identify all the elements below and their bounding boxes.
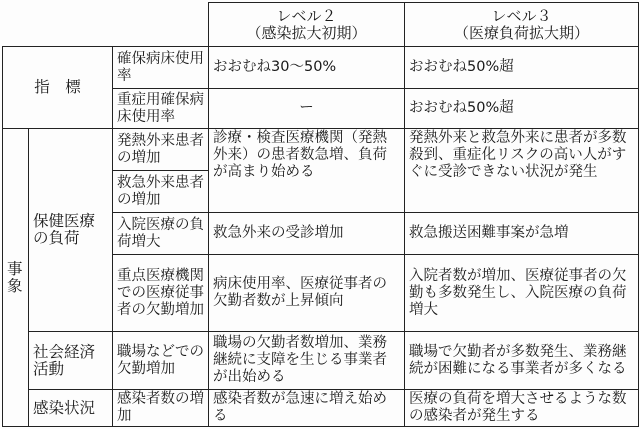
- event-level3-description: 医療の負荷を増大させるような数の感染者が発生する: [405, 390, 639, 427]
- level3-header: [405, 3, 639, 47]
- event-item: 発熱外来患者の増加: [113, 129, 209, 171]
- indicator-name: 確保病床使用率: [113, 47, 209, 89]
- level-comparison-table: [2, 2, 639, 427]
- indicator-name: 重症用確保病床使用率: [113, 89, 209, 129]
- indicator-level2-value: おおむね30〜50%: [209, 47, 405, 89]
- event-level3-description: 救急搬送困難事案が急増: [405, 213, 639, 255]
- events-label: [3, 129, 29, 427]
- events-label-text: 事象: [7, 259, 25, 295]
- event-category: 保健医療の負荷: [29, 129, 113, 332]
- event-category: 感染状況: [29, 390, 113, 427]
- event-category: 社会経済活動: [29, 332, 113, 390]
- level2-title: レベル２: [276, 6, 337, 25]
- level3-title: レベル３: [491, 6, 552, 25]
- event-level2-description: 病床使用率、医療従事者の欠勤者数が上昇傾向: [209, 255, 405, 332]
- event-level2-description: 感染者数が急速に増え始める: [209, 390, 405, 427]
- header-row: [3, 3, 639, 47]
- event-level2-description: 診療・検査医療機関（発熱外来）の患者数急増、負荷が高まり始める: [209, 129, 405, 213]
- indicator-level3-value: おおむね50%超: [405, 89, 639, 129]
- event-row: [3, 390, 639, 427]
- event-level3-description: 入院者数が増加、医療従事者の欠勤も多数発生し、入院医療の負荷増大: [405, 255, 639, 332]
- event-item: 救急外来患者の増加: [113, 171, 209, 213]
- indicator-row: [3, 47, 639, 89]
- event-level2-description: 職場の欠勤者数増加、業務継続に支障を生じる事業者が出始める: [209, 332, 405, 390]
- level2-subtitle: （感染拡大初期）: [246, 23, 367, 42]
- event-level3-description: 発熱外来と救急外来に患者が多数殺到、重症化リスクの高い人がすぐに受診できない状況が発生: [405, 129, 639, 213]
- indicator-level3-value: おおむね50%超: [405, 47, 639, 89]
- event-item: 職場などでの欠勤増加: [113, 332, 209, 390]
- event-item: 重点医療機関での医療従事者の欠勤増加: [113, 255, 209, 332]
- event-item: 入院医療の負荷増大: [113, 213, 209, 255]
- indicator-level2-value: ー: [209, 89, 405, 129]
- event-level3-description: 職場で欠勤者が多数発生、業務継続が困難になる事業者が多くなる: [405, 332, 639, 390]
- indicator-label: 指 標: [3, 47, 113, 129]
- event-item: 感染者数の増加: [113, 390, 209, 427]
- level3-subtitle: （医療負荷拡大期）: [454, 23, 590, 42]
- header-blank-cell: [3, 3, 209, 47]
- level2-header: [209, 3, 405, 47]
- event-row: [3, 332, 639, 390]
- event-row: [3, 129, 639, 171]
- event-level2-description: 救急外来の受診増加: [209, 213, 405, 255]
